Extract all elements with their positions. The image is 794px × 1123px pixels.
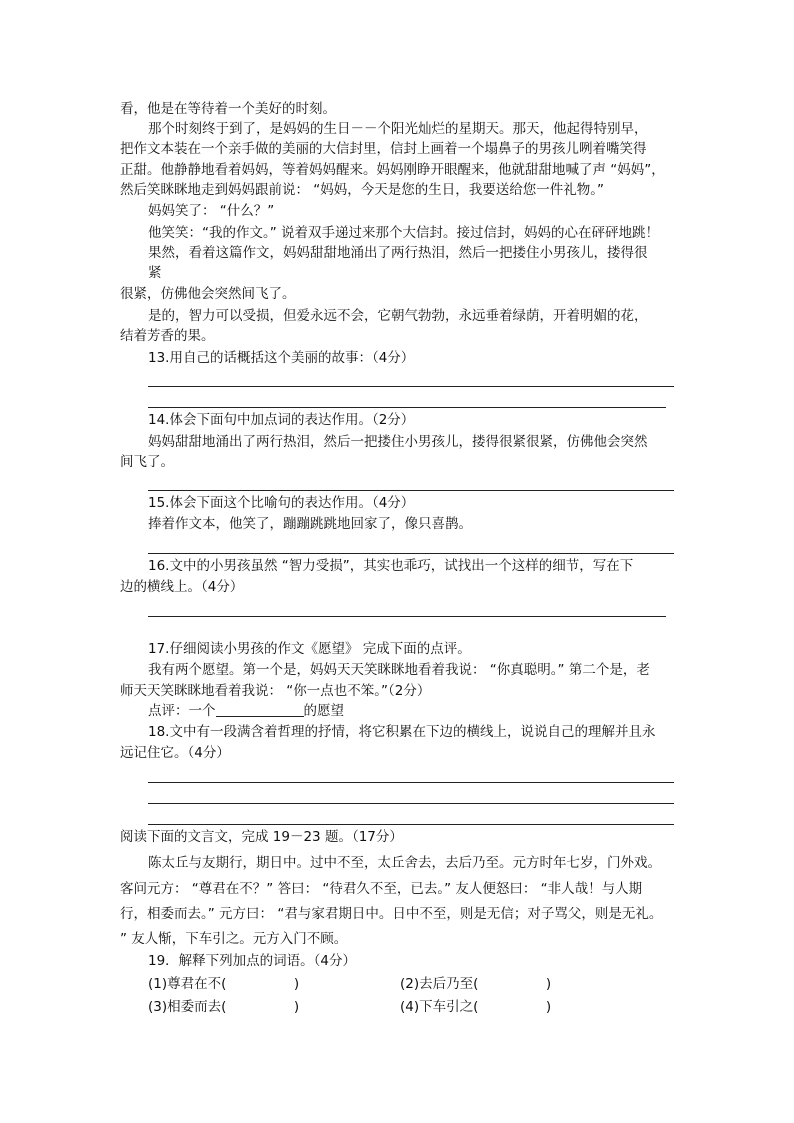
vocab-item[interactable]: (3)相委而去( ): [148, 999, 300, 1015]
vocab-item[interactable]: (1)尊君在不( ): [148, 976, 300, 992]
question-text: 师天天笑眯眯地看着我说： “你一点也不笨。”（2分）: [120, 683, 431, 699]
answer-line[interactable]: [148, 782, 674, 783]
story-line: 结着芳香的果。: [120, 328, 215, 344]
question-text: 妈妈甜甜地涌出了两行热泪，然后一把搂住小男孩儿，搂得很紧很紧，仿佛他会突然: [148, 434, 648, 450]
story-line: 看，他是在等待着一个美好的时刻。: [120, 101, 336, 117]
question-19: 19．解释下列加点的词语。（4分）: [148, 953, 357, 969]
answer-line[interactable]: [148, 490, 674, 491]
classical-text-line: 行，相委而去。” 元方曰： “君与家君期日中。日中不至，则是无信；对子骂父，则是无礼。: [120, 906, 663, 922]
answer-line[interactable]: [148, 386, 674, 387]
classical-text-line: ” 友人惭，下车引之。元方入门不顾。: [120, 931, 348, 947]
comment-suffix: 的愿望: [303, 703, 344, 719]
story-line: 他笑笑：“我的作文。” 说着双手递过来那个大信封。接过信封，妈妈的心在砰砰地跳！: [148, 225, 660, 241]
question-text: 我有两个愿望。第一个是，妈妈天天笑眯眯地看着我说： “你真聪明。” 第二个是，老: [148, 662, 650, 678]
comment-line: [148, 702, 344, 720]
story-line: 紧: [148, 265, 162, 281]
classical-text-line: 陈太丘与友期行，期日中。过中不至，太丘舍去，去后乃至。元方时年七岁，门外戏。: [148, 855, 661, 871]
story-line: 是的，智力可以受损，但爱永远不会，它朝气勃勃，永远垂着绿荫，开着明媚的花，: [148, 308, 648, 324]
question-text: 边的横线上。（4分）: [120, 579, 244, 595]
vocab-item[interactable]: (4)下车引之( ): [400, 999, 552, 1015]
story-line: 很紧，仿佛他会突然间飞了。: [120, 286, 296, 302]
vocab-item[interactable]: (2)去后乃至( ): [400, 976, 552, 992]
question-18: 18.文中有一段满含着哲理的抒情，将它积累在下边的横线上，说说自己的理解并且永: [148, 724, 656, 740]
question-15: 15.体会下面这个比喻句的表达作用。（4分）: [148, 495, 415, 511]
answer-line[interactable]: [148, 407, 666, 408]
answer-line[interactable]: [148, 616, 666, 617]
story-line: 果然，看着这篇作文，妈妈甜甜地涌出了两行热泪，然后一把搂住小男孩儿，搂得很: [148, 245, 648, 261]
answer-line[interactable]: [148, 824, 674, 825]
story-line: 正甜。他静静地看着妈妈，等着妈妈醒来。妈妈刚睁开眼醒来，他就甜甜地喊了声 “妈妈”，: [120, 162, 665, 178]
story-line: 妈妈笑了： “什么？”: [148, 203, 275, 219]
question-17: 17.仔细阅读小男孩的作文《愿望》 完成下面的点评。: [148, 641, 471, 657]
story-line: 把作文本装在一个亲手做的美丽的大信封里，信封上画着一个塌鼻子的男孩儿咧着嘴笑得: [120, 141, 647, 157]
comment-prefix: 点评：一个: [148, 703, 216, 719]
section-intro: 阅读下面的文言文，完成 19－23 题。（17分）: [120, 829, 403, 845]
question-text: 捧着作文本，他笑了，蹦蹦跳跳地回家了，像只喜鹊。: [148, 516, 472, 532]
question-text: 间飞了。: [120, 454, 174, 470]
story-line: 那个时刻终于到了，是妈妈的生日－－个阳光灿烂的星期天。那天，他起得特别早，: [148, 121, 648, 137]
story-line: 然后笑眯眯地走到妈妈跟前说： “妈妈，今天是您的生日，我要送给您一件礼物。”: [120, 182, 605, 198]
comment-blank[interactable]: [216, 702, 304, 717]
answer-line[interactable]: [148, 803, 674, 804]
question-14: 14.体会下面句中加点词的表达作用。（2分）: [148, 412, 415, 428]
question-16: 16.文中的小男孩虽然 “智力受损”，其实也乖巧，试找出一个这样的细节，写在下: [148, 558, 634, 574]
classical-text-line: 客问元方： “尊君在不？” 答曰： “待君久不至，已去。” 友人便怒曰： “非人哉！与人期: [120, 881, 643, 897]
answer-line[interactable]: [148, 553, 674, 554]
question-13: 13.用自己的话概括这个美丽的故事：（4分）: [148, 350, 415, 366]
question-text: 远记住它。（4分）: [120, 745, 230, 761]
